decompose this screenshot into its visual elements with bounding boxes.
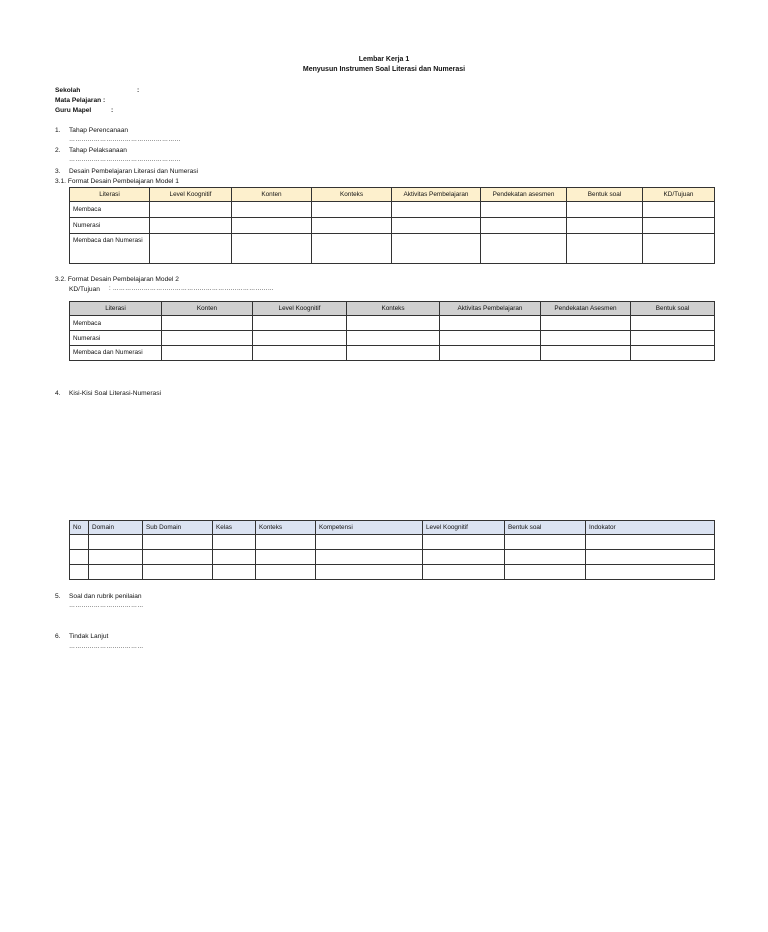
table-cell[interactable] (89, 535, 143, 550)
table-cell[interactable] (505, 535, 586, 550)
row-label: Membaca (70, 202, 150, 218)
table-row (70, 316, 715, 331)
table-header-row (70, 521, 715, 535)
table-header-row (70, 302, 715, 316)
table-cell[interactable] (143, 565, 213, 580)
identity-school-sep: : (137, 87, 140, 94)
table-cell[interactable] (162, 346, 253, 361)
table-cell[interactable] (567, 202, 643, 218)
table-cell[interactable] (643, 218, 715, 234)
table-cell[interactable] (440, 346, 541, 361)
design-model-1-table (69, 187, 715, 264)
table-row (70, 331, 715, 346)
table-row (70, 202, 715, 218)
header-kd-tujuan: KD/Tujuan (643, 188, 715, 202)
table-cell[interactable] (232, 234, 312, 264)
row-label: Membaca (70, 316, 162, 331)
section-1-label: Tahap Perencanaan (69, 127, 129, 134)
table-cell[interactable] (150, 202, 232, 218)
section-6-number: 6. (55, 633, 61, 640)
table-cell[interactable] (162, 316, 253, 331)
header-konteks: Konteks (347, 302, 440, 316)
header-pendekatan: Pendekatan Asesmen (541, 302, 631, 316)
table-row (70, 535, 715, 550)
section-5-number: 5. (55, 593, 61, 600)
table-cell[interactable] (232, 218, 312, 234)
header-indokator: Indokator (586, 521, 715, 535)
table-cell[interactable] (567, 234, 643, 264)
row-label: Membaca dan Numerasi (70, 346, 162, 361)
table-cell[interactable] (392, 202, 481, 218)
section-5-label: Soal dan rubrik penilaian (69, 593, 142, 600)
header-bentuk-soal: Bentuk soal (505, 521, 586, 535)
table-cell[interactable] (256, 550, 316, 565)
table-cell[interactable] (586, 535, 715, 550)
table-cell[interactable] (89, 565, 143, 580)
header-literasi: Literasi (70, 302, 162, 316)
table-cell[interactable] (150, 218, 232, 234)
table-cell[interactable] (631, 331, 715, 346)
table-cell[interactable] (440, 316, 541, 331)
table-cell[interactable] (232, 202, 312, 218)
header-konten: Konten (232, 188, 312, 202)
table-cell[interactable] (392, 218, 481, 234)
table-cell[interactable] (312, 218, 392, 234)
section-1-dots: ……………………………………………… (69, 137, 181, 143)
section-6-label: Tindak Lanjut (69, 633, 109, 640)
header-level-koognitif: Level Koognitif (150, 188, 232, 202)
section-2-label: Tahap Pelaksanaan (69, 147, 127, 154)
header-bentuk-soal: Bentuk soal (567, 188, 643, 202)
table-cell[interactable] (253, 346, 347, 361)
table-cell[interactable] (481, 234, 567, 264)
table-cell[interactable] (505, 550, 586, 565)
section-3-label: Desain Pembelajaran Literasi dan Numerasi (69, 168, 199, 175)
table-cell[interactable] (316, 565, 423, 580)
table-cell[interactable] (541, 331, 631, 346)
table-cell[interactable] (505, 565, 586, 580)
header-konteks: Konteks (312, 188, 392, 202)
table-cell[interactable] (392, 234, 481, 264)
table-cell[interactable] (586, 550, 715, 565)
header-literasi: Literasi (70, 188, 150, 202)
table-cell[interactable] (440, 331, 541, 346)
row-label: Membaca dan Numerasi (70, 234, 150, 264)
kd-tujuan-label: KD/Tujuan (69, 286, 100, 293)
header-kompetensi: Kompetensi (316, 521, 423, 535)
table-row (70, 234, 715, 264)
table-cell[interactable] (143, 550, 213, 565)
section-3-1-label: 3.1. Format Desain Pembelajaran Model 1 (55, 178, 179, 185)
table-cell[interactable] (150, 234, 232, 264)
header-bentuk-soal: Bentuk soal (631, 302, 715, 316)
header-aktivitas: Aktivitas Pembelajaran (440, 302, 541, 316)
design-model-2-table (69, 301, 715, 361)
table-cell[interactable] (213, 535, 256, 550)
table-cell[interactable] (312, 234, 392, 264)
header-no: No (70, 521, 89, 535)
header-level-koognitif: Level Koognitif (423, 521, 505, 535)
table-cell[interactable] (586, 565, 715, 580)
table-cell[interactable] (256, 535, 316, 550)
table-cell[interactable] (253, 331, 347, 346)
table-cell[interactable] (213, 550, 256, 565)
row-label: Numerasi (70, 218, 150, 234)
section-6-dots: ……………………………… (69, 644, 144, 650)
kd-tujuan-dots: : …………………………………………………………………… (109, 286, 274, 292)
table-cell[interactable] (70, 565, 89, 580)
table-header-row (70, 188, 715, 202)
table-cell[interactable] (347, 316, 440, 331)
row-label: Numerasi (70, 331, 162, 346)
identity-school-label: Sekolah (55, 87, 81, 94)
page-title: Lembar Kerja 1 (358, 56, 410, 63)
header-level-koognitif: Level Koognitif (253, 302, 347, 316)
table-cell[interactable] (347, 331, 440, 346)
table-cell[interactable] (567, 218, 643, 234)
table-cell[interactable] (316, 550, 423, 565)
page-subtitle: Menyusun Instrumen Soal Literasi dan Numerasi (302, 66, 466, 73)
section-3-number: 3. (55, 168, 61, 175)
header-konten: Konten (162, 302, 253, 316)
table-cell[interactable] (143, 535, 213, 550)
section-2-number: 2. (55, 147, 61, 154)
section-4-label: Kisi-Kisi Soal Literasi-Numerasi (69, 390, 161, 397)
table-cell[interactable] (70, 550, 89, 565)
table-cell[interactable] (70, 535, 89, 550)
kisi-kisi-table (69, 520, 715, 580)
table-cell[interactable] (89, 550, 143, 565)
table-cell[interactable] (316, 535, 423, 550)
identity-teacher-label: Guru Mapel (55, 107, 92, 114)
header-kelas: Kelas (213, 521, 256, 535)
header-domain: Domain (89, 521, 143, 535)
table-cell[interactable] (481, 218, 567, 234)
table-cell[interactable] (162, 331, 253, 346)
table-cell[interactable] (541, 316, 631, 331)
table-cell[interactable] (253, 316, 347, 331)
table-cell[interactable] (481, 202, 567, 218)
section-1-number: 1. (55, 127, 61, 134)
table-row (70, 565, 715, 580)
section-3-2-label: 3.2. Format Desain Pembelajaran Model 2 (55, 276, 179, 283)
table-row (70, 550, 715, 565)
table-cell[interactable] (631, 316, 715, 331)
table-row (70, 346, 715, 361)
table-cell[interactable] (631, 346, 715, 361)
table-cell[interactable] (347, 346, 440, 361)
identity-teacher-sep: : (111, 107, 114, 114)
header-pendekatan: Pendekatan asesmen (481, 188, 567, 202)
table-cell[interactable] (423, 550, 505, 565)
table-cell[interactable] (541, 346, 631, 361)
table-cell[interactable] (643, 202, 715, 218)
table-cell[interactable] (256, 565, 316, 580)
section-2-dots: ……………………………………………… (69, 157, 181, 163)
table-row (70, 218, 715, 234)
table-cell[interactable] (643, 234, 715, 264)
section-4-number: 4. (55, 390, 61, 397)
table-cell[interactable] (423, 565, 505, 580)
section-5-dots: ……………………………… (69, 603, 144, 609)
table-cell[interactable] (312, 202, 392, 218)
table-cell[interactable] (423, 535, 505, 550)
header-aktivitas: Aktivitas Pembelajaran (392, 188, 481, 202)
table-cell[interactable] (213, 565, 256, 580)
identity-subject-label: Mata Pelajaran : (55, 97, 106, 104)
header-sub-domain: Sub Domain (143, 521, 213, 535)
header-konteks: Konteks (256, 521, 316, 535)
